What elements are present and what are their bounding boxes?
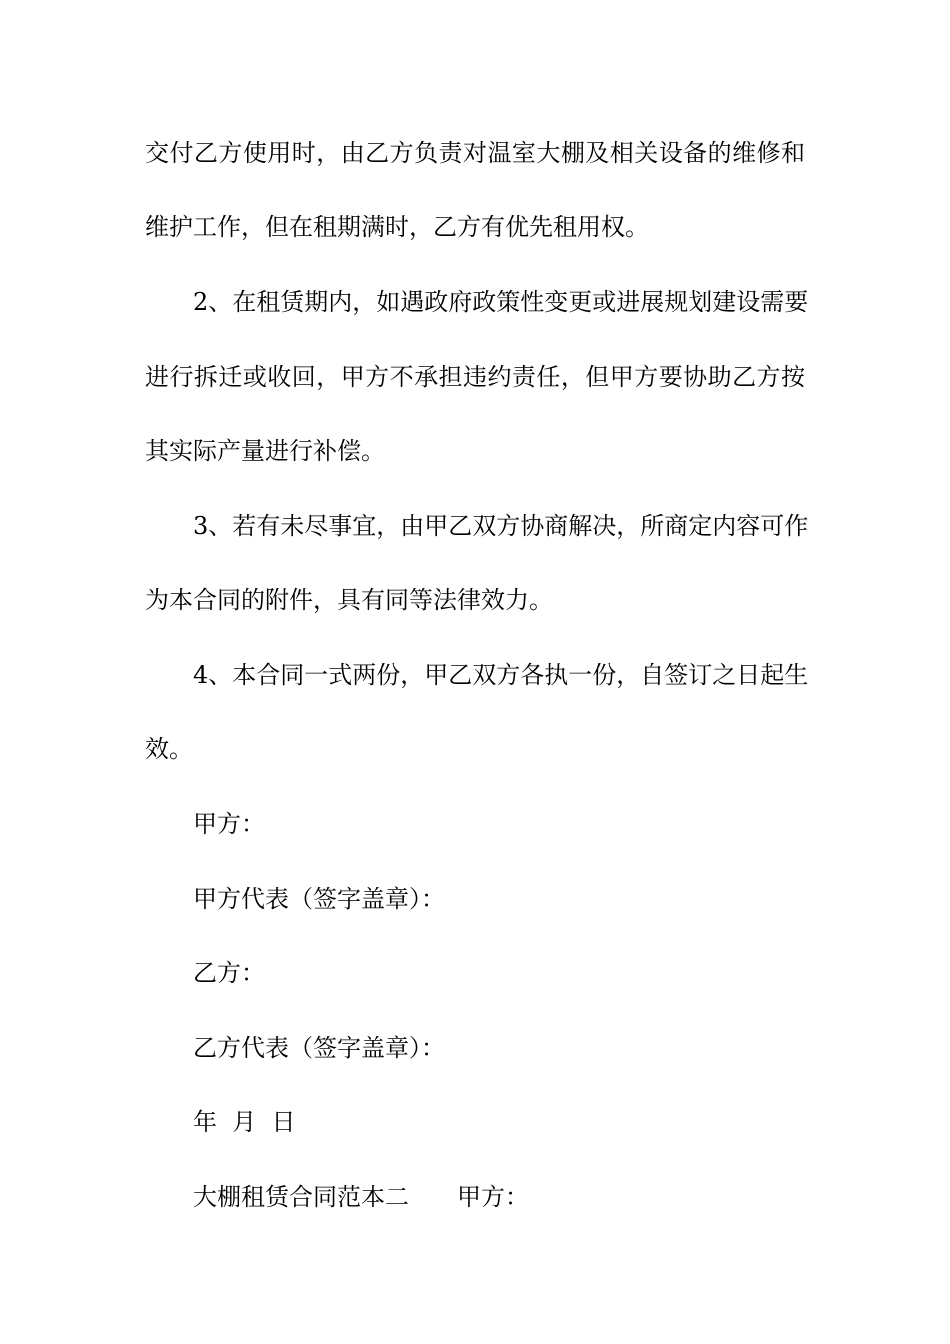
party-a-label: 甲方： [193,810,265,838]
date-line: 年 月 日 [193,1108,296,1136]
paragraph-line: 进行拆迁或收回，甲方不承担违约责任，但甲方要协助乙方按 [145,363,805,391]
clause-2-line: 2、在租赁期内，如遇政府政策性变更或进展规划建设需要 [193,288,809,316]
paragraph-line: 效。 [145,735,193,763]
paragraph-line: 维护工作，但在租期满时，乙方有优先租用权。 [145,213,649,241]
paragraph-line: 其实际产量进行补偿。 [145,437,385,465]
next-section-title: 大棚租赁合同范本二 [193,1183,409,1211]
clause-3-line: 3、若有未尽事宜，由甲乙双方协商解决，所商定内容可作 [193,512,809,540]
paragraph-line: 为本合同的附件，具有同等法律效力。 [145,586,553,614]
next-section-line [193,1182,873,1212]
clause-4-line: 4、本合同一式两份，甲乙双方各执一份，自签订之日起生 [193,661,809,689]
next-section-party-a: 甲方： [457,1183,529,1211]
party-a-rep-label: 甲方代表（签字盖章）： [193,885,445,913]
party-b-label: 乙方： [193,959,265,987]
party-b-rep-label: 乙方代表（签字盖章）： [193,1034,445,1062]
paragraph-line: 交付乙方使用时，由乙方负责对温室大棚及相关设备的维修和 [145,139,805,167]
